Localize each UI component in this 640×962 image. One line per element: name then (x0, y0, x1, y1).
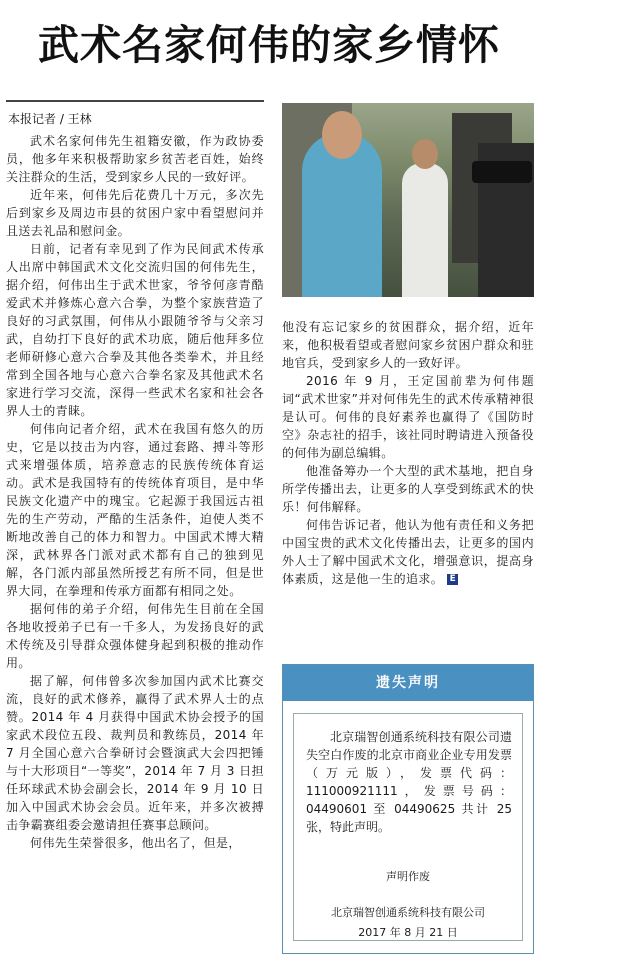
photo-person-head (412, 139, 438, 169)
article-paragraph: 何伟先生荣誉很多，他出名了，但是， (30, 836, 241, 850)
article-paragraph (282, 516, 534, 588)
headline: 武术名家何伟的家乡情怀 (38, 21, 500, 69)
article-paragraph: 他准备筹办一个大型的武术基地，把自身所学传播出去，让更多的人享受到练武术的快乐！何伟解释。 (282, 464, 534, 514)
article-paragraph-text: 何伟告诉记者，他认为他有责任和义务把中国宝贵的武术文化传播出去，让更多的国内外人士了解中国武术文化，增强意识，提高身体素质，这是他一生的追求。 (282, 518, 534, 586)
article-paragraph: 近年来，何伟先后花费几十万元，多次先后到家乡及周边市县的贫困户家中看望慰问并且送去礼品和慰问金。 (6, 188, 264, 238)
byline-rule (6, 100, 264, 102)
byline: 本报记者 / 王林 (8, 112, 92, 126)
article-paragraph: 日前，记者有幸见到了作为民间武术传承人出席中韩国武术文化交流归国的何伟先生，据介绍，何伟出生于武术世家，爷爷何彦青酷爱武术并修炼心意六合拳，为整个家族营造了良好的习武氛围，何伟从小跟随爷爷与父亲习武，自幼打下良好的武术功底，随后他拜多位老师研修心意六合拳及其他各类拳术，并且经常到全国各地与心意六合拳名家及其他武术名家进行学习交流，深得一些武术名家和社会各界人士的青睐。 (6, 242, 264, 418)
notice-company: 北京瑞智创通系统科技有限公司 (331, 906, 485, 919)
article-paragraph: 据何伟的弟子介绍，何伟先生目前在全国各地收授弟子已有一千多人，为发扬良好的武术传统及引导群众强体健身起到积极的推动作用。 (6, 602, 264, 670)
notice-title: 遗失声明 (283, 665, 533, 701)
photo-person-white-shirt (402, 163, 448, 297)
photo-person-head (322, 111, 362, 159)
article-photo (282, 103, 534, 297)
article-paragraph: 他没有忘记家乡的贫困群众，据介绍，近年来，他积极看望或者慰问家乡贫困户群众和驻地官兵，受到家乡人的一致好评。 (282, 320, 534, 370)
notice-sign: 声明作废 (386, 870, 430, 883)
article-paragraph: 何伟向记者介绍，武术在我国有悠久的历史，它是以技击为内容，通过套路、搏斗等形式来增强体质，培养意志的民族传统体育运动。武术是我国特有的传统体育项目，是中华民族文化遗产中的瑰宝。它起源于我国远古祖先的生产劳动，严酷的生活条件，迫使人类不断地改善自己的体力和智力。中国武术博大精深，武林界各门派对武术都有自己的独到见解，各门派内部虽然所授艺有所不同，但是世界大同，在拳理和传承方面都有相同之处。 (6, 422, 264, 598)
notice-body (293, 713, 523, 941)
article-right-column (282, 318, 534, 618)
photo-camera (472, 161, 532, 183)
end-mark-icon: E (447, 574, 458, 585)
notice-date: 2017 年 8 月 21 日 (358, 926, 458, 939)
article-paragraph: 据了解，何伟曾多次参加国内武术比赛交流，良好的武术修养，赢得了武术界人士的点赞。2014 年 4 月获得中国武术协会授予的国家武术段位五段、裁判员和教练员，2014 年 7 月全国心意六合拳研讨会暨演武大会四把锤与十大形项目“一等奖”，2014 年 7 月 3 日担任环球武术协会副会长，2014 年 9 月 10 日加入中国武术协会会员。近年来，并多次被搏击争霸赛组委会邀请担任赛事总顾问。 (6, 674, 264, 832)
article-left-column (6, 132, 264, 958)
notice-text: 北京瑞智创通系统科技有限公司遗失空白作废的北京市商业企业专用发票（万元版），发票代码：111000921111，发票号码：04490601 至 04490625 共计 25 张，特此声明。 (306, 730, 512, 834)
loss-notice-box (282, 664, 534, 954)
article-paragraph: 2016 年 9 月，王定国前辈为何伟题词“武术世家”并对何伟先生的武术传承精神很是认可。何伟的良好素养也赢得了《国防时空》杂志社的招手，该社同时聘请进入预备役的何伟为副总编辑。 (282, 374, 534, 460)
article-paragraph: 武术名家何伟先生祖籍安徽，作为政协委员，他多年来积极帮助家乡贫苦老百姓，始终关注群众的生活，受到家乡人民的一致好评。 (6, 134, 264, 184)
